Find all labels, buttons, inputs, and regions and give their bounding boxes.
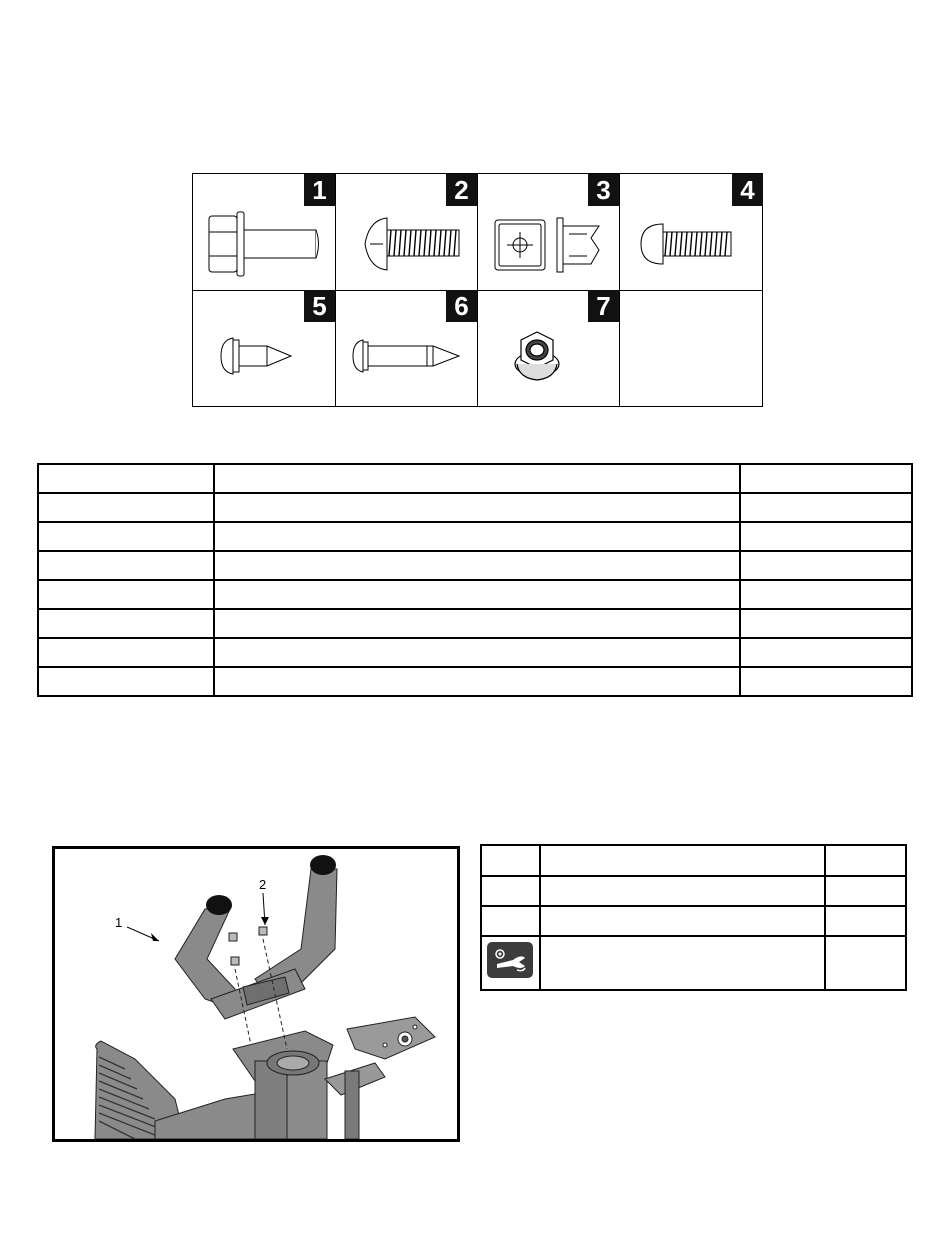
table-row — [38, 580, 912, 609]
table-cell — [214, 609, 740, 638]
hardware-number-badge: 6 — [446, 290, 477, 322]
hardware-number-badge: 3 — [588, 174, 619, 206]
table-cell — [825, 906, 906, 936]
hardware-number-badge: 1 — [304, 174, 335, 206]
hardware-number-badge: 2 — [446, 174, 477, 206]
hardware-cell-5 — [193, 290, 336, 407]
table-cell — [214, 580, 740, 609]
table-cell — [481, 936, 540, 990]
parts-table — [37, 463, 913, 697]
table-cell — [38, 522, 214, 551]
table-header-cell — [38, 464, 214, 493]
table-header-cell — [214, 464, 740, 493]
table-row — [481, 906, 906, 936]
handlebar-assembly-illustration — [55, 849, 457, 1139]
hardware-cell-3 — [477, 174, 620, 291]
table-row — [38, 609, 912, 638]
table-cell — [740, 551, 912, 580]
table-cell — [540, 906, 825, 936]
table-row — [38, 493, 912, 522]
hardware-number-badge: 5 — [304, 290, 335, 322]
long-self-tapping-screw-icon — [335, 290, 477, 406]
table-cell — [214, 667, 740, 696]
table-cell — [38, 493, 214, 522]
pan-head-screw-icon — [335, 174, 477, 290]
hardware-step-table — [480, 844, 907, 991]
table-header-row — [38, 464, 912, 493]
table-row — [38, 522, 912, 551]
table-cell — [38, 580, 214, 609]
table-cell — [540, 876, 825, 906]
table-header-cell — [740, 464, 912, 493]
table-cell — [214, 638, 740, 667]
table-cell — [481, 906, 540, 936]
hardware-number-badge: 7 — [588, 290, 619, 322]
truss-head-screw-icon — [619, 174, 763, 290]
table-header-cell — [540, 845, 825, 876]
table-header-row — [481, 845, 906, 876]
table-cell — [740, 493, 912, 522]
short-self-tapping-screw-icon — [193, 290, 335, 406]
hardware-number-badge: 4 — [732, 174, 763, 206]
flange-hex-bolt-icon — [193, 174, 335, 290]
table-cell — [481, 876, 540, 906]
table-row — [38, 638, 912, 667]
table-row — [38, 551, 912, 580]
table-cell — [825, 936, 906, 990]
speed-nut-and-push-clip-icon — [477, 174, 619, 290]
table-row — [481, 936, 906, 990]
table-cell — [825, 876, 906, 906]
hardware-cell-4 — [619, 174, 763, 291]
hardware-cell-1 — [193, 174, 336, 291]
table-header-cell — [825, 845, 906, 876]
table-cell — [214, 551, 740, 580]
table-cell — [740, 522, 912, 551]
table-cell — [740, 580, 912, 609]
hardware-cell-6 — [335, 290, 478, 407]
table-cell — [740, 667, 912, 696]
table-cell — [38, 667, 214, 696]
table-header-cell — [481, 845, 540, 876]
table-cell — [214, 493, 740, 522]
callout-label: 2 — [259, 877, 267, 892]
table-cell — [38, 551, 214, 580]
assembly-figure — [52, 846, 460, 1142]
hardware-cell-2 — [335, 174, 478, 291]
table-row — [38, 667, 912, 696]
hardware-cell-7 — [477, 290, 620, 407]
table-cell — [540, 936, 825, 990]
hardware-cell-empty — [619, 290, 763, 407]
flange-lock-nut-icon — [477, 290, 619, 406]
table-cell — [38, 638, 214, 667]
table-cell — [740, 638, 912, 667]
hardware-grid — [192, 173, 763, 407]
torque-wrench-icon — [487, 942, 533, 978]
table-cell — [214, 522, 740, 551]
callout-label: 1 — [115, 915, 123, 930]
table-row — [481, 876, 906, 906]
table-cell — [740, 609, 912, 638]
table-cell — [38, 609, 214, 638]
